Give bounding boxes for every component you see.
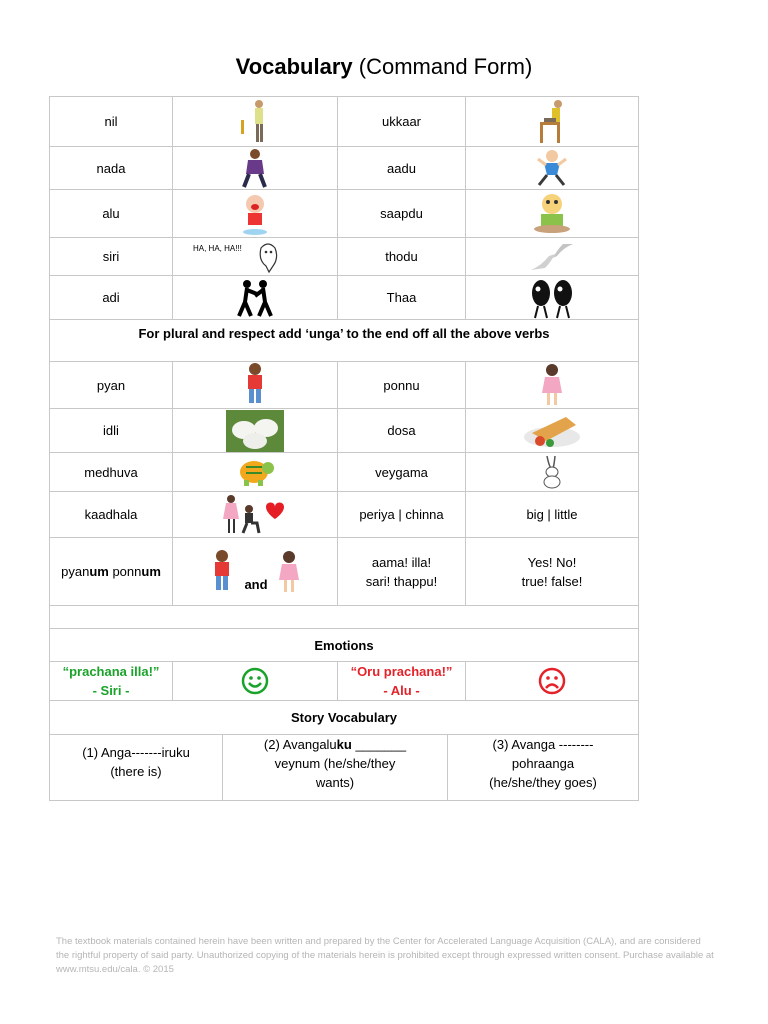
table-row (50, 320, 639, 362)
girl-icon (277, 550, 301, 594)
word-cell (338, 538, 466, 606)
yes-no: Yes! No! (527, 554, 577, 570)
giving-icon (466, 276, 639, 320)
sad-quote: “Oru prachana!” (350, 664, 453, 679)
standing-person-icon (173, 97, 338, 147)
story-3-line-1: (3) Avanga -------- (492, 737, 594, 752)
word-cell: dosa (338, 409, 466, 453)
true-false: true! false! (521, 573, 583, 589)
sitting-person-icon (466, 97, 639, 147)
table-row (50, 362, 639, 409)
pyanum-suffix: um (89, 564, 109, 579)
word-cell: siri (50, 238, 173, 276)
word-cell: alu (50, 190, 173, 238)
ponnum-suffix: um (141, 564, 161, 579)
story-1-line-2: (there is) (110, 764, 162, 779)
word-cell: medhuva (50, 453, 173, 492)
story-3-line-3: (he/she/they goes) (489, 775, 597, 790)
word-cell: saapdu (338, 190, 466, 238)
vocabulary-table (49, 96, 639, 735)
word-cell: nil (50, 97, 173, 147)
walking-person-icon (173, 147, 338, 190)
story-cell-3 (448, 735, 639, 801)
story-1-line-1: (1) Anga-------iruku (82, 745, 190, 760)
page-title (0, 54, 768, 80)
table-row (50, 492, 639, 538)
table-row (50, 409, 639, 453)
title-bold: Vocabulary (235, 54, 353, 79)
boy-icon (173, 362, 338, 409)
sari-thappu: sari! thappu! (365, 573, 438, 589)
aama-illa: aama! illa! (371, 554, 432, 570)
boy-and-girl-cell (173, 538, 338, 606)
proposal-heart-icon (173, 492, 338, 538)
word-cell: kaadhala (50, 492, 173, 538)
word-cell: veygama (338, 453, 466, 492)
touching-hands-icon (466, 238, 639, 276)
plural-note: For plural and respect add ‘unga’ to the end off all the above verbs (50, 320, 639, 362)
table-row (50, 701, 639, 735)
fighting-people-icon (173, 276, 338, 320)
and-label: and (244, 576, 268, 592)
happy-name: - Siri - (92, 683, 130, 698)
smiley-icon (173, 662, 338, 701)
story-3-line-2: pohraanga (511, 756, 575, 771)
story-2-line-3: wants) (315, 775, 355, 790)
table-row (50, 629, 639, 662)
table-row (50, 662, 639, 701)
emotions-heading: Emotions (50, 629, 639, 662)
title-rest: (Command Form) (352, 54, 533, 79)
story-vocabulary-table (49, 734, 639, 801)
story-cell-1 (50, 735, 223, 801)
laugh-text: HA, HA, HA!!! (193, 244, 242, 253)
sad-quote-cell (338, 662, 466, 701)
word-cell: ukkaar (338, 97, 466, 147)
word-cell: big | little (466, 492, 639, 538)
word-cell: aadu (338, 147, 466, 190)
word-cell: pyan (50, 362, 173, 409)
story-heading: Story Vocabulary (50, 701, 639, 735)
word-cell: nada (50, 147, 173, 190)
spacer-row (50, 606, 639, 629)
sad-name: - Alu - (383, 683, 420, 698)
word-cell: Thaa (338, 276, 466, 320)
idli-icon (173, 409, 338, 453)
story-2-line-2: veynum (he/she/they (274, 756, 396, 771)
boy-icon (209, 549, 235, 595)
eating-person-icon (466, 190, 639, 238)
girl-icon (466, 362, 639, 409)
table-row (50, 538, 639, 606)
laughing-ghost-icon (173, 238, 338, 276)
word-cell: adi (50, 276, 173, 320)
happy-quote-cell (50, 662, 173, 701)
copyright-footer: The textbook materials contained herein have been written and prepared by the Center for Accelerated Language Acquisition (CALA), and are considered the rightful property of said party. Unauthorized copying of the materials herein is prohibited except through expressed written consent. Purchase available at www.mtsu.edu/cala. © 2015 (56, 936, 714, 975)
happy-quote: “prachana illa!” (62, 664, 160, 679)
table-row (50, 97, 639, 147)
story-2-line-1: (2) Avangaluku _______ (263, 737, 407, 752)
word-cell: periya | chinna (338, 492, 466, 538)
word-cell: ponnu (338, 362, 466, 409)
turtle-icon (173, 453, 338, 492)
word-cell: idli (50, 409, 173, 453)
table-row (50, 735, 639, 801)
table-row (50, 190, 639, 238)
rabbit-icon (466, 453, 639, 492)
word-cell (466, 538, 639, 606)
table-row (50, 147, 639, 190)
pyanum-part: pyan (61, 564, 90, 579)
word-cell (50, 538, 173, 606)
table-row (50, 238, 639, 276)
table-row (50, 276, 639, 320)
word-cell: thodu (338, 238, 466, 276)
story-cell-2 (223, 735, 448, 801)
crying-child-icon (173, 190, 338, 238)
frown-icon (466, 662, 639, 701)
ponnum-part: ponn (108, 564, 142, 579)
dancing-person-icon (466, 147, 639, 190)
table-row (50, 453, 639, 492)
dosa-icon (466, 409, 639, 453)
